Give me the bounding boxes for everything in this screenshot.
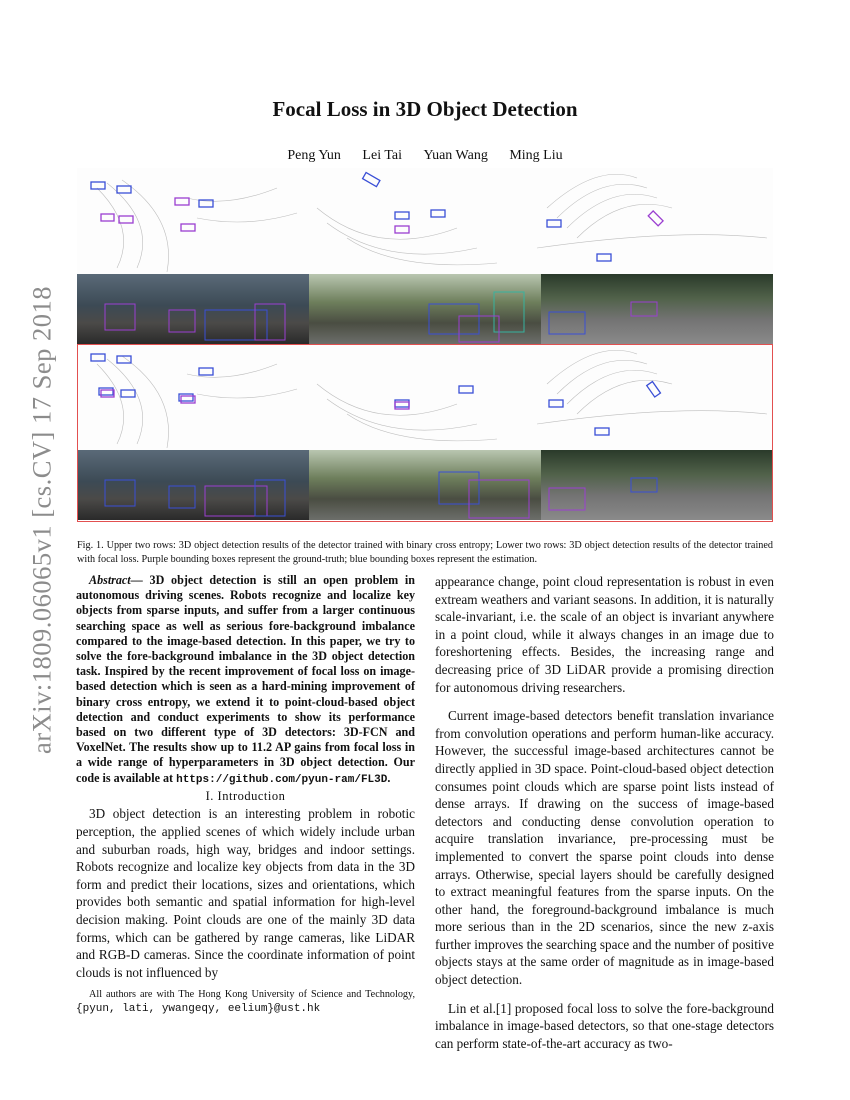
figure-caption: Fig. 1. Upper two rows: 3D object detection results of the detector trained with binary cross entropy; Lower two rows: 3D object detection results of the detector trained with focal loss. Purple bounding boxes represent the ground-truth; blue bounding boxes represent the estimation.: [77, 540, 773, 565]
paragraph: 3D object detection is an interesting problem in robotic perception, the applied scenes of which widely include urban and suburban roads, high way, bridges and indoor settings. Robots recognize and localize key objects from data in the 3D form and predict their locations, sizes and orientations, which provides both semantic and spatial information for high-level decision making. Point clouds are one of the mainly 3D data forms, which can be gathered by range cameras, like LiDAR and RGB-D cameras. Since the coordinate information of point clouds is not influenced by: [76, 806, 415, 980]
author-list: [0, 148, 850, 164]
author-name: Lei Tai: [362, 148, 403, 163]
figure-1: [77, 168, 773, 522]
focal-loss-highlight-frame: [77, 344, 773, 522]
paragraph: Lin et al.[1] proposed focal loss to solve the fore-background imbalance in image-based detectors, so that one-stage detectors can perform state-of-the-art accuracy as two-: [435, 1000, 774, 1051]
abstract-end: .: [387, 770, 391, 785]
abstract: [76, 573, 415, 788]
left-column: [76, 573, 415, 981]
author-name: Peng Yun: [287, 148, 341, 163]
code-url-link[interactable]: https://github.com/pyun-ram/FL3D: [176, 773, 388, 786]
right-column: [435, 573, 774, 1052]
arxiv-identifier: arXiv:1809.06065v1 [cs.CV] 17 Sep 2018: [26, 286, 57, 754]
footnote-text: All authors are with The Hong Kong University of Science and Technology,: [89, 989, 415, 1000]
paragraph: Current image-based detectors benefit translation invariance from convolution operations and perform human-like accuracy. However, the successful image-based architectures cannot be directly applied in 3D space. Point-cloud-based object detection consumes point clouds which are sparse point lists instead of dense arrays. If drawing on the success of image-based detectors and conducting dense convolution operation to acquire translation invariance, pre-processing must be implemented to convert the sparse point clouds into dense arrays. Otherwise, special layers should be carefully designed to extract meaningful features from the sparse inputs. On the other hand, the foreground-background imbalance is much more serious than in the 2D scenarios, since the new z-axis further improves the searching space and the number of positive objects stays at the same order of magnitude as in image-based object detection.: [435, 708, 774, 988]
camera-image: [77, 274, 309, 344]
abstract-text: — 3D object detection is still an open problem in autonomous driving scenes. Robots recognize and localize key objects from sparse inputs, and suffer from a larger continuous searching space as well as serious fore-background imbalance compared to the image-based detection. In this paper, we try to solve the fore-background imbalance in the 3D object detection task. Inspired by the recent improvement of focal loss on image-based detection which is seen as a hard-mining improvement of binary cross entropy, we extend it to point-cloud-based object detection and conduct experiments to show its performance based on two different type of 3D detectors: 3D-FCN and VoxelNet. The results show up to 11.2 AP gains from focal loss in a wide range of hyperparameters in 3D object detection. Our code is available at: [76, 573, 415, 785]
camera-image: [541, 274, 773, 344]
camera-row-bce: [77, 274, 773, 344]
lidar-point-cloud-image: [77, 168, 773, 274]
arxiv-stamp: [22, 286, 62, 754]
author-name: Yuan Wang: [423, 148, 488, 163]
footnote: [76, 988, 415, 1016]
paragraph: appearance change, point cloud representation is robust in even extream weathers and variant seasons. In addition, it is naturally scale-invariant, i.e. the scale of an object is invariant anywhere in a point cloud, while it always changes in an image due to foreshortening effects. Besides, the increasing range and decreasing price of 3D LiDAR provide a promising direction for autonomous driving researchers.: [435, 574, 774, 695]
author-emails: {pyun, lati, ywangeqy, eelium}@ust.hk: [76, 1002, 321, 1015]
section-heading: I. Introduction: [205, 788, 286, 803]
paper-title: Focal Loss in 3D Object Detection: [272, 97, 578, 121]
camera-image: [309, 274, 541, 344]
author-name: Ming Liu: [509, 148, 563, 163]
abstract-label: Abstract: [89, 573, 131, 587]
lidar-bev-row-bce: [77, 168, 773, 275]
